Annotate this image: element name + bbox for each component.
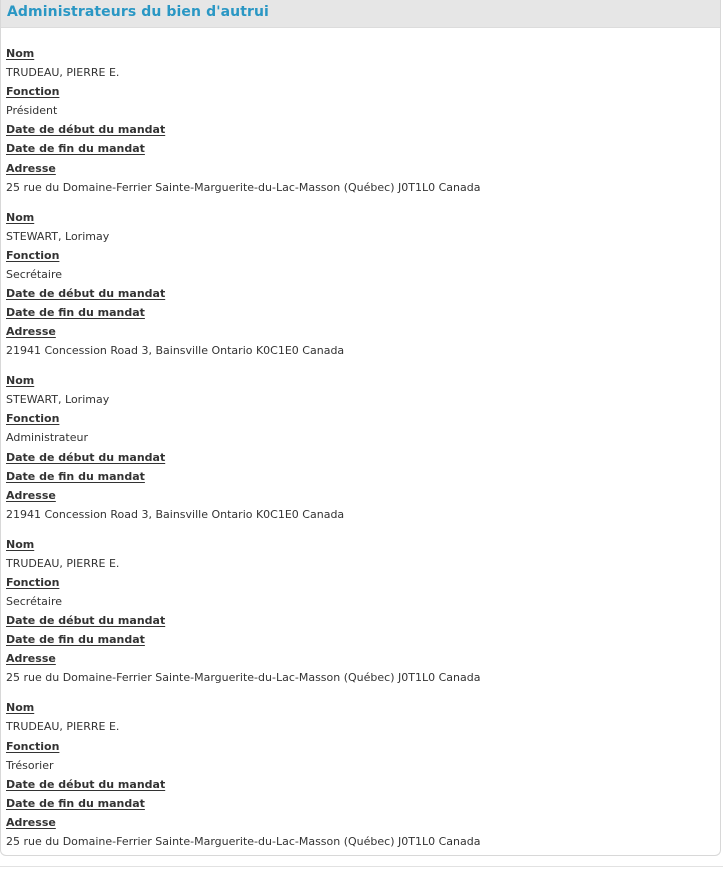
start-date-label: Date de début du mandat bbox=[6, 777, 166, 791]
name-label: Nom bbox=[6, 537, 35, 551]
address-value: 25 rue du Domaine-Ferrier Sainte-Marguerite-du-Lac-Masson (Québec) J0T1L0 Canada bbox=[6, 835, 481, 849]
role-value: Administrateur bbox=[6, 431, 88, 445]
role-value: Trésorier bbox=[6, 758, 54, 772]
name-label: Nom bbox=[6, 701, 35, 715]
role-label: Fonction bbox=[6, 739, 60, 753]
panel-header bbox=[1, 0, 720, 28]
administrators-list bbox=[6, 44, 720, 862]
name-label: Nom bbox=[6, 47, 35, 60]
name-label: Nom bbox=[6, 374, 35, 388]
end-date-label: Date de fin du mandat bbox=[6, 469, 145, 483]
divider bbox=[0, 866, 723, 867]
name-value: STEWART, Lorimay bbox=[6, 393, 110, 407]
start-date-label: Date de début du mandat bbox=[6, 123, 166, 137]
end-date-label: Date de fin du mandat bbox=[6, 142, 145, 156]
name-value: STEWART, Lorimay bbox=[6, 229, 110, 243]
address-label: Adresse bbox=[6, 325, 56, 339]
start-date-label: Date de début du mandat bbox=[6, 286, 166, 300]
address-value: 25 rue du Domaine-Ferrier Sainte-Marguerite-du-Lac-Masson (Québec) J0T1L0 Canada bbox=[6, 180, 481, 194]
end-date-label: Date de fin du mandat bbox=[6, 796, 145, 810]
start-date-label: Date de début du mandat bbox=[6, 450, 166, 464]
name-label: Nom bbox=[6, 210, 35, 224]
address-value: 21941 Concession Road 3, Bainsville Ontario K0C1E0 Canada bbox=[6, 344, 345, 358]
administrator-record bbox=[6, 371, 720, 535]
name-value: TRUDEAU, PIERRE E. bbox=[6, 720, 120, 734]
administrator-record bbox=[6, 535, 720, 699]
address-value: 21941 Concession Road 3, Bainsville Ontario K0C1E0 Canada bbox=[6, 507, 345, 521]
end-date-label: Date de fin du mandat bbox=[6, 633, 145, 647]
address-label: Adresse bbox=[6, 488, 56, 502]
role-label: Fonction bbox=[6, 575, 60, 589]
end-date-label: Date de fin du mandat bbox=[6, 306, 145, 320]
role-label: Fonction bbox=[6, 85, 60, 99]
administrator-record bbox=[6, 208, 720, 372]
role-value: Président bbox=[6, 104, 58, 118]
name-value: TRUDEAU, PIERRE E. bbox=[6, 556, 120, 570]
role-value: Secrétaire bbox=[6, 595, 63, 609]
address-label: Adresse bbox=[6, 652, 56, 666]
administrator-record bbox=[6, 698, 720, 862]
role-label: Fonction bbox=[6, 248, 60, 262]
role-value: Secrétaire bbox=[6, 267, 63, 281]
administrator-record bbox=[6, 44, 720, 208]
name-value: TRUDEAU, PIERRE E. bbox=[6, 66, 120, 80]
address-label: Adresse bbox=[6, 161, 56, 175]
address-value: 25 rue du Domaine-Ferrier Sainte-Marguerite-du-Lac-Masson (Québec) J0T1L0 Canada bbox=[6, 671, 481, 685]
start-date-label: Date de début du mandat bbox=[6, 614, 166, 628]
address-label: Adresse bbox=[6, 815, 56, 829]
section-title: Administrateurs du bien d'autrui bbox=[7, 4, 269, 20]
role-label: Fonction bbox=[6, 412, 60, 426]
